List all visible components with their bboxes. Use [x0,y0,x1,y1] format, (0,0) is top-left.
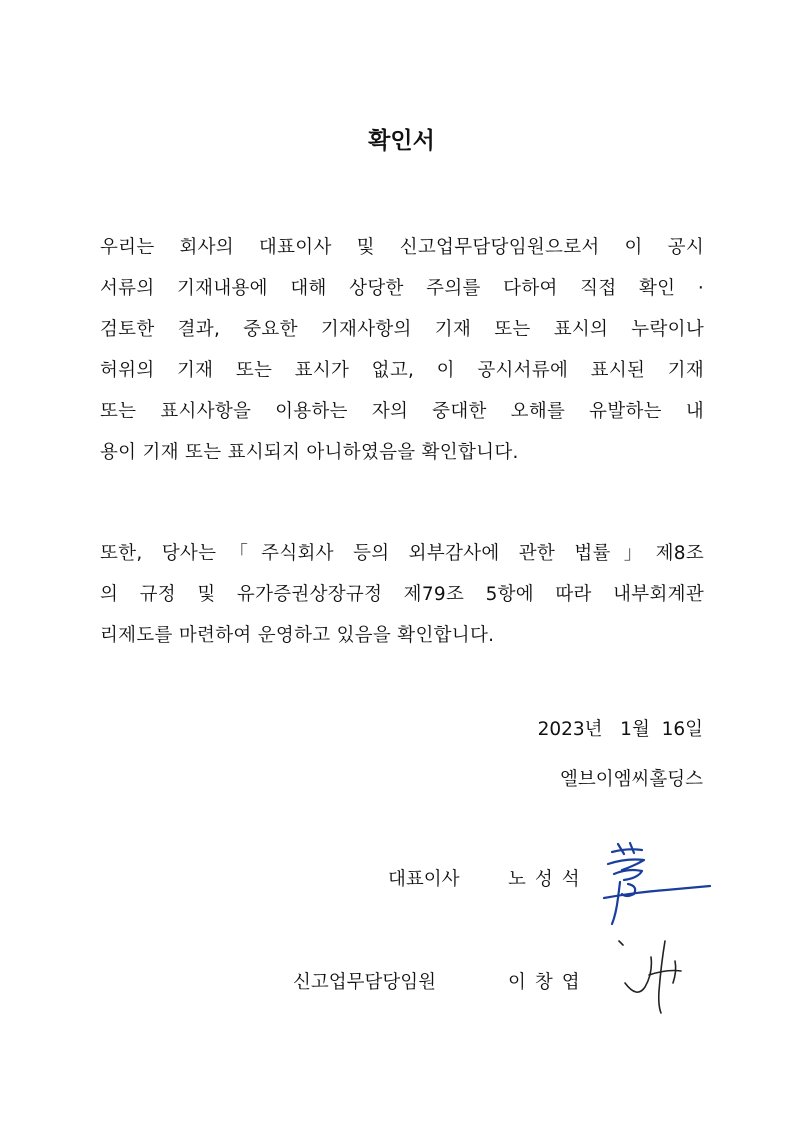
paragraph-line: 우리는 회사의 대표이사 및 신고업무담당임원으로서 이 공시 [100,237,704,258]
signatory-name: 이창엽 [508,972,589,993]
document-date: 2023년 1월 16일 [537,719,703,740]
paragraph-line: 리제도를 마련하여 운영하고 있음을 확인합니다. [100,625,495,646]
company-name: 엘브이엠씨홀딩스 [560,769,703,790]
paragraph-line: 용이 기재 또는 표시되지 아니하였음을 확인합니다. [100,442,519,463]
paragraph-line: 검토한 결과, 중요한 기재사항의 기재 또는 표시의 누락이나 [100,319,704,340]
confirmation-paragraph [100,227,704,473]
document-title: 확인서 [368,128,435,154]
internal-control-paragraph [100,533,704,656]
signatory-name: 노성석 [508,869,589,890]
paragraph-line: 허위의 기재 또는 표시가 없고, 이 공시서류에 표시된 기재 [100,360,704,381]
ceo-signature [598,838,713,928]
officer-signature [615,935,695,1015]
paragraph-line: 또한, 당사는「주식회사 등의 외부감사에 관한 법률」제8조 [100,543,704,564]
paragraph-line: 의 규정 및 유가증권상장규정 제79조 5항에 따라 내부회계관 [100,584,704,605]
paragraph-line: 또는 표시사항을 이용하는 자의 중대한 오해를 유발하는 내 [100,401,704,422]
paragraph-line: 서류의 기재내용에 대해 상당한 주의를 다하여 직접 확인 · [100,278,704,299]
signatory-role: 신고업무담당임원 [293,972,436,993]
signatory-role: 대표이사 [388,869,460,890]
